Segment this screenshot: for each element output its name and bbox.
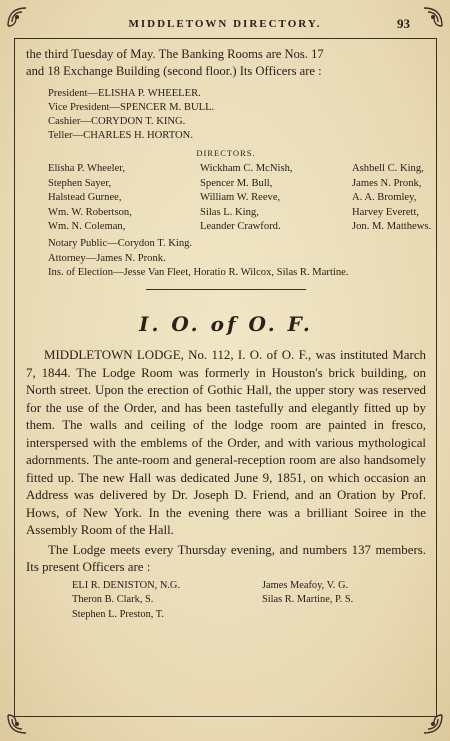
director-name: William W. Reeve,: [200, 192, 281, 204]
section-divider: [146, 289, 306, 290]
corner-ornament-icon: [4, 711, 30, 737]
director-name: Elisha P. Wheeler,: [48, 163, 126, 175]
notary-line: Notary Public—Corydon T. King.: [48, 238, 193, 249]
director-name: Ashbell C. King,: [352, 163, 424, 175]
directors-list: [48, 162, 432, 235]
lodge-officer: Silas R. Martine, P. S.: [262, 594, 354, 606]
lodge-officers-list: [72, 579, 412, 623]
corner-ornament-icon: [420, 711, 446, 737]
frame-top-border: [14, 38, 436, 39]
director-name: A. A. Bromley,: [352, 192, 417, 204]
intro-line: and 18 Exchange Building (second floor.) Its Officers are :: [26, 64, 322, 79]
director-name: Stephen Sayer,: [48, 177, 112, 189]
vice-president-line: Vice President—SPENCER M. BULL.: [48, 102, 215, 114]
order-heading: I. O. of O. F.: [139, 311, 313, 336]
intro-line: the third Tuesday of May. The Banking Rooms are Nos. 17: [26, 47, 324, 61]
page-body: [26, 46, 432, 622]
bank-officers-list: [48, 87, 426, 144]
director-name: Wm. W. Robertson,: [48, 206, 132, 218]
frame-left-border: [14, 38, 15, 716]
lodge-officer: Theron B. Clark, S.: [72, 594, 154, 606]
lodge-officer: James Meafoy, V. G.: [262, 579, 349, 591]
page-number: 93: [397, 16, 410, 31]
running-header: [0, 14, 450, 36]
cashier-line: Cashier—CORYDON T. KING.: [48, 116, 186, 128]
header-title: MIDDLETOWN DIRECTORY.: [128, 18, 322, 30]
teller-line: Teller—CHARLES H. HORTON.: [48, 130, 193, 142]
lodge-officer: ELI R. DENISTON, N.G.: [72, 579, 181, 591]
director-name: Halstead Gurnee,: [48, 192, 122, 204]
other-officers-list: [48, 237, 426, 281]
lodge-history-paragraph: MIDDLETOWN LODGE, No. 112, I. O. of O. F., was instituted March 7, 1844. The Lodge Room was formerly in Houston's brick building, on North street. Upon the erection of Gothic Hall, the upper story was reserved for the use of the Order, and has been tastefully and elegantly fitted up by them. The walls and ceiling of the lodge room are painted in fresco, interspersed with the emblems of the Order, and with various mythological adornments. The ante-room and general-reception room are also handsomely fitted up. The new Hall was dedicated June 9, 1851, on which occasion an Address was delivered by Dr. Joseph D. Friend, and an Oration by Prof. Hows, of New York. In the evening there was a brilliant Soiree in the Assembly Room of the Hall.: [26, 348, 426, 538]
director-name: Harvey Everett,: [352, 206, 420, 218]
lodge-meetings-paragraph: The Lodge meets every Thursday evening, and numbers 137 members. Its present Officers are :: [26, 542, 426, 575]
president-line: President—ELISHA P. WHEELER.: [48, 87, 201, 99]
frame-right-border: [436, 38, 437, 716]
attorney-line: Attorney—James N. Pronk.: [48, 252, 166, 264]
lodge-officer: Stephen L. Preston, T.: [72, 608, 164, 620]
director-name: Spencer M. Bull,: [200, 177, 273, 189]
director-name: James N. Pronk,: [352, 177, 422, 189]
director-name: Leander Crawford.: [200, 221, 281, 233]
director-name: Wm. N. Coleman,: [48, 221, 126, 233]
director-name: Silas L. King,: [200, 206, 259, 218]
directors-heading: DIRECTORS.: [196, 147, 256, 158]
inspectors-line: Ins. of Election—Jesse Van Fleet, Horatio R. Wilcox, Silas R. Martine.: [48, 267, 349, 279]
director-name: Wickham C. McNish,: [200, 163, 293, 175]
director-name: Jon. M. Matthews.: [352, 221, 432, 233]
frame-bottom-border: [14, 716, 436, 717]
